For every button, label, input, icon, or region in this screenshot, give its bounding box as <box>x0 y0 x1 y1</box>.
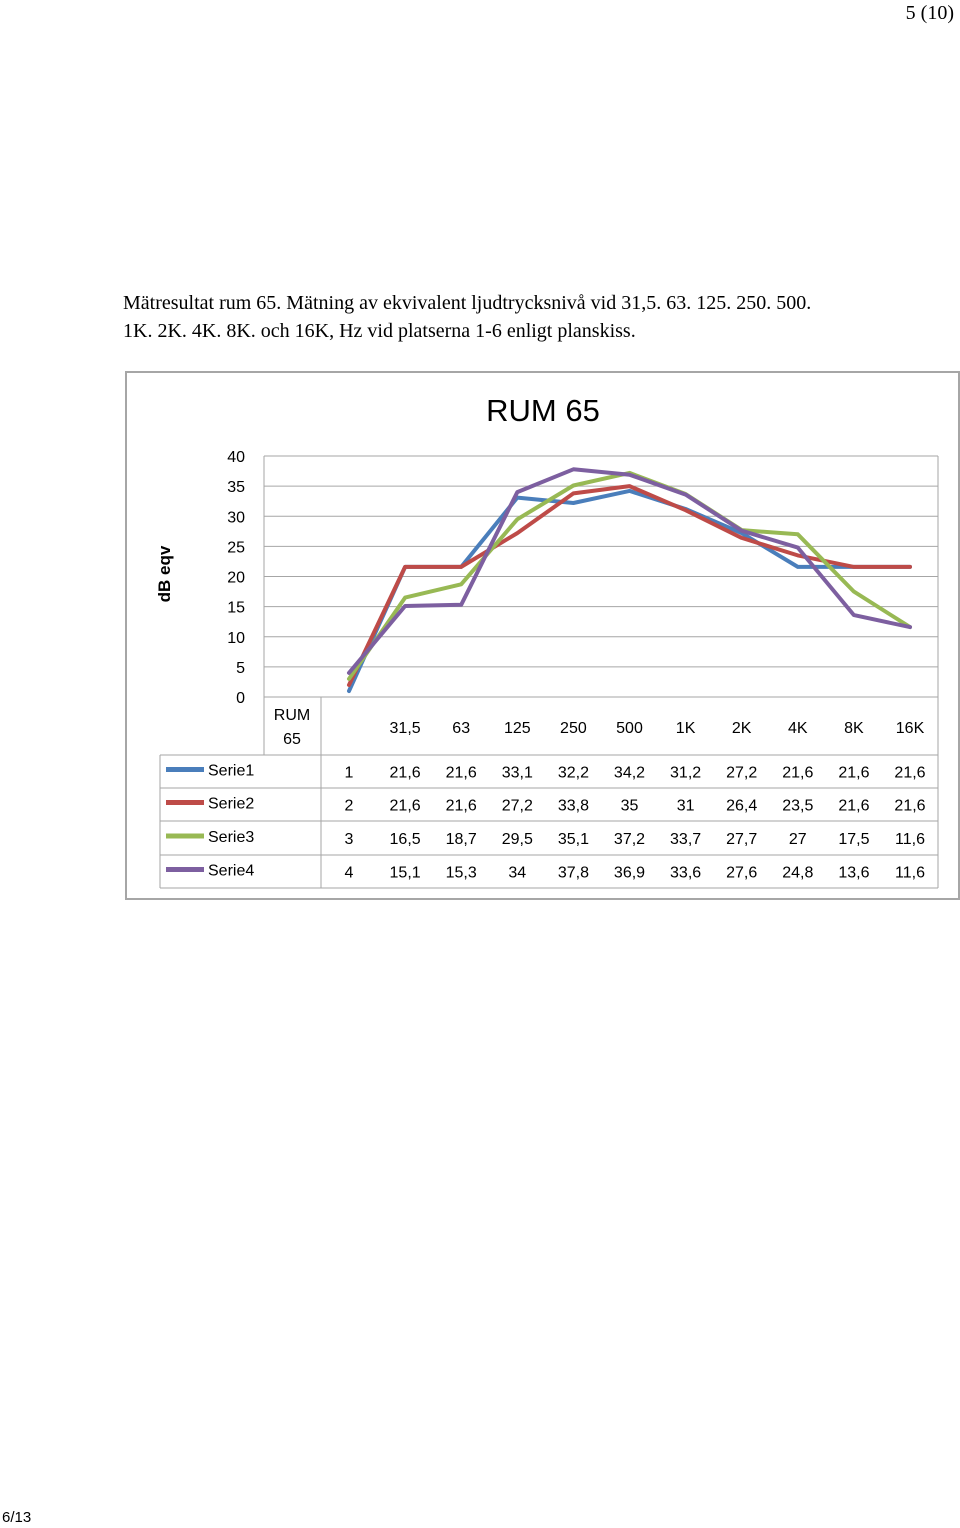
data-value: 33,1 <box>501 764 533 782</box>
data-value: 17,5 <box>838 831 870 848</box>
data-value: 21,6 <box>894 797 926 815</box>
x-tick-label: 63 <box>452 720 471 737</box>
data-value: 37,8 <box>557 864 589 882</box>
intro-line-1: Mätresultat rum 65. Mätning av ekvivalent ljudtrycksnivå vid 31,5. 63. 125. 250. 500. <box>123 292 812 314</box>
x-tick-label: 250 <box>560 720 587 737</box>
data-value: 27,6 <box>726 864 758 882</box>
data-value: 35 <box>620 797 639 815</box>
x-tick-label: 2K <box>731 720 752 737</box>
data-value: 21,6 <box>838 764 870 782</box>
legend-label: Serie3 <box>208 829 255 846</box>
corner-label: RUM <box>273 707 311 724</box>
y-tick-label: 0 <box>236 690 245 707</box>
corner-label: 65 <box>283 731 301 748</box>
data-value: 15,3 <box>445 864 477 882</box>
data-value: 31 <box>676 797 695 815</box>
x-tick-label: 125 <box>503 720 531 737</box>
data-value: 16,5 <box>389 831 421 848</box>
legend-label: Serie1 <box>208 762 255 780</box>
y-tick-label: 40 <box>227 449 245 466</box>
data-value: 21,6 <box>445 797 477 815</box>
page-number: 5 (10) <box>905 2 954 24</box>
x-tick-label: 8K <box>844 720 864 737</box>
data-value: 1 <box>344 764 354 782</box>
data-value: 36,9 <box>613 864 646 882</box>
data-value: 26,4 <box>726 797 758 815</box>
data-value: 27 <box>788 831 807 848</box>
y-tick-label: 20 <box>227 569 245 587</box>
data-value: 32,2 <box>557 764 589 782</box>
x-tick-label: 16K <box>895 720 925 737</box>
x-tick-label: 31,5 <box>389 720 421 737</box>
legend-label: Serie2 <box>208 795 255 813</box>
data-value: 34,2 <box>613 764 646 782</box>
y-tick-label: 25 <box>227 539 245 557</box>
data-value: 21,6 <box>894 764 926 782</box>
y-tick-label: 15 <box>227 599 245 617</box>
x-tick-label: 4K <box>788 720 808 737</box>
data-value: 2 <box>344 797 354 815</box>
data-value: 33,7 <box>670 831 702 848</box>
data-value: 33,6 <box>670 864 702 882</box>
y-tick-label: 35 <box>227 479 245 497</box>
data-value: 24,8 <box>782 864 814 882</box>
data-value: 27,2 <box>501 797 533 815</box>
chart-frame <box>126 372 959 899</box>
x-tick-label: 500 <box>616 720 643 737</box>
data-value: 27,2 <box>726 764 758 782</box>
data-value: 11,6 <box>895 864 925 882</box>
data-value: 15,1 <box>389 864 421 882</box>
data-value: 33,8 <box>557 797 589 815</box>
data-value: 21,6 <box>389 797 421 815</box>
intro-line-2: 1K. 2K. 4K. 8K. och 16K, Hz vid platserna 1-6 enligt planskiss. <box>123 320 636 342</box>
data-value: 3 <box>344 831 354 848</box>
data-value: 29,5 <box>501 831 533 848</box>
chart-title: RUM 65 <box>486 393 600 428</box>
data-value: 4 <box>344 864 354 882</box>
data-value: 18,7 <box>445 831 477 848</box>
data-value: 21,6 <box>838 797 870 815</box>
data-value: 21,6 <box>445 764 477 782</box>
data-value: 11,6 <box>895 831 925 848</box>
data-value: 37,2 <box>613 831 646 848</box>
x-tick-label: 1K <box>675 720 696 737</box>
y-tick-label: 10 <box>227 629 245 647</box>
data-value: 35,1 <box>557 831 589 848</box>
y-tick-label: 30 <box>227 509 245 527</box>
data-value: 21,6 <box>782 764 814 782</box>
y-tick-label: 5 <box>236 659 245 677</box>
legend-label: Serie4 <box>208 862 255 880</box>
data-value: 23,5 <box>782 797 814 815</box>
data-value: 13,6 <box>838 864 870 882</box>
footer-page-ref: 6/13 <box>2 1509 32 1526</box>
data-value: 31,2 <box>670 764 702 782</box>
data-value: 34 <box>508 864 527 882</box>
data-value: 27,7 <box>726 831 758 848</box>
y-axis-label: dB eqv <box>155 545 174 603</box>
data-value: 21,6 <box>389 764 421 782</box>
